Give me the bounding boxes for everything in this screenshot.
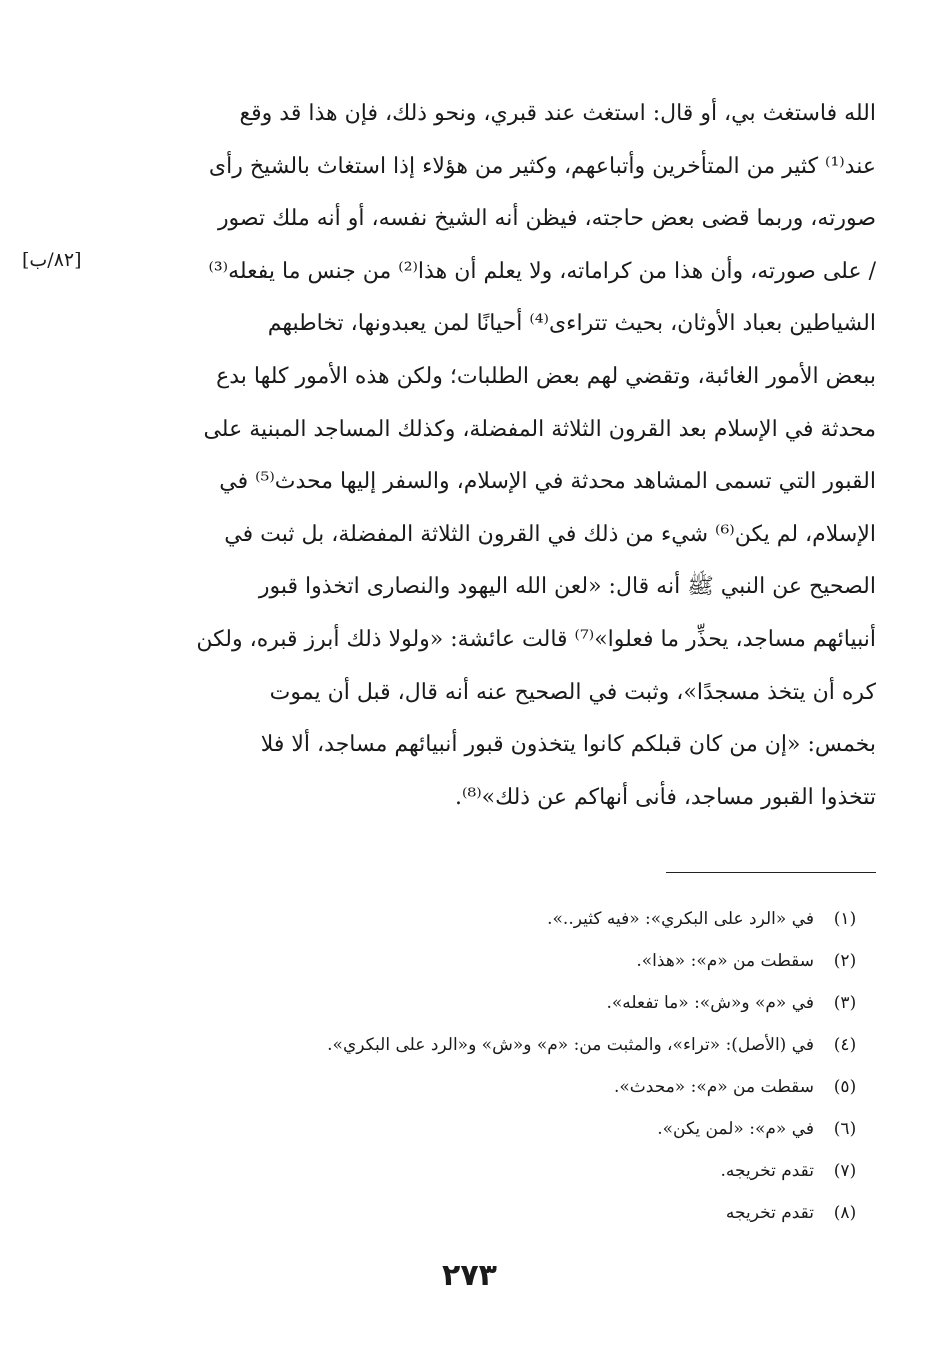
text-line: أنبيائهم مساجد، يحذِّر ما فعلوا»⁽⁷⁾ قالت عائشة: «ولولا ذلك أبرز قبره، ولكن <box>196 626 876 652</box>
text-line: القبور التي تسمى المشاهد محدثة في الإسلام، والسفر إليها محدث⁽⁵⁾ في <box>219 469 876 495</box>
footnote <box>156 1108 876 1150</box>
footnote-number: (٨) <box>833 1203 857 1223</box>
footnote <box>156 982 876 1024</box>
footnote-number: (١) <box>833 909 857 929</box>
text-line: محدثة في الإسلام بعد القرون الثلاثة المفضلة، وكذلك المساجد المبنية على <box>203 416 876 442</box>
footnote-number: (٢) <box>833 951 857 971</box>
footnote-number: (٣) <box>833 993 857 1013</box>
text-line: ببعض الأمور الغائبة، وتقضي لهم بعض الطلبات؛ ولكن هذه الأمور كلها بدع <box>216 363 876 389</box>
footnote-text: تقدم تخريجه. <box>720 1161 814 1181</box>
footnote <box>156 1066 876 1108</box>
text-line: عند⁽¹⁾ كثير من المتأخرين وأتباعهم، وكثير من هؤلاء إذا استغاث بالشيخ رأى <box>208 153 876 179</box>
footnote <box>156 1192 876 1234</box>
footnote-number: (٧) <box>833 1161 857 1181</box>
footnote <box>156 1150 876 1192</box>
footnote <box>156 1024 876 1066</box>
footnote <box>156 940 876 982</box>
footnote-text: سقطت من «م»: «محدث». <box>613 1077 814 1097</box>
page-number: ٢٧٣ <box>442 1258 497 1293</box>
footnote-text: في «الرد على البكري»: «فيه كثير..». <box>547 909 814 929</box>
text-line: كره أن يتخذ مسجدًا»، وثبت في الصحيح عنه أنه قال، قبل أن يموت <box>269 679 876 705</box>
footnote-text: في «م»: «لمن يكن». <box>657 1119 814 1139</box>
text-line: تتخذوا القبور مساجد، فأنى أنهاكم عن ذلك»⁽⁸⁾. <box>454 784 876 810</box>
footnotes <box>156 898 876 1234</box>
footnote <box>156 898 876 940</box>
text-line: الله فاستغث بي، أو قال: استغث عند قبري، ونحو ذلك، فإن هذا قد وقع <box>239 101 876 126</box>
footnote-text: سقطت من «م»: «هذا». <box>636 951 814 971</box>
footnote-number: (٦) <box>833 1119 857 1139</box>
footnote-number: (٤) <box>833 1035 857 1055</box>
text-line: الإسلام، لم يكن⁽⁶⁾ شيء من ذلك في القرون الثلاثة المفضلة، بل ثبت في <box>224 521 876 547</box>
text-line: الصحيح عن النبي ﷺ أنه قال: «لعن الله اليهود والنصارى اتخذوا قبور <box>258 574 876 600</box>
footnote-text: في (الأصل): «تراء»، والمثبت من: «م» و«ش» و«الرد على البكري». <box>327 1035 814 1055</box>
footnote-separator <box>666 872 876 873</box>
text-line: بخمس: «إن من كان قبلكم كانوا يتخذون قبور أنبيائهم مساجد، ألا فلا <box>260 732 876 758</box>
footnote-text: تقدم تخريجه <box>725 1203 814 1223</box>
footnote-number: (٥) <box>833 1077 857 1097</box>
footnote-text: في «م» و«ش»: «ما تفعله». <box>606 993 814 1013</box>
main-text <box>128 88 876 824</box>
text-line: الشياطين بعباد الأوثان، بحيث تتراءى⁽⁴⁾ أحيانًا لمن يعبدونها، تخاطبهم <box>267 311 876 337</box>
manuscript-folio-reference: [٨٢/ب] <box>22 249 82 271</box>
text-line: صورته، وربما قضى بعض حاجته، فيظن أنه الشيخ نفسه، أو أنه ملك تصور <box>217 206 876 232</box>
text-line: / على صورته، وأن هذا من كراماته، ولا يعلم أن هذا⁽²⁾ من جنس ما يفعله⁽³⁾ <box>208 258 876 284</box>
